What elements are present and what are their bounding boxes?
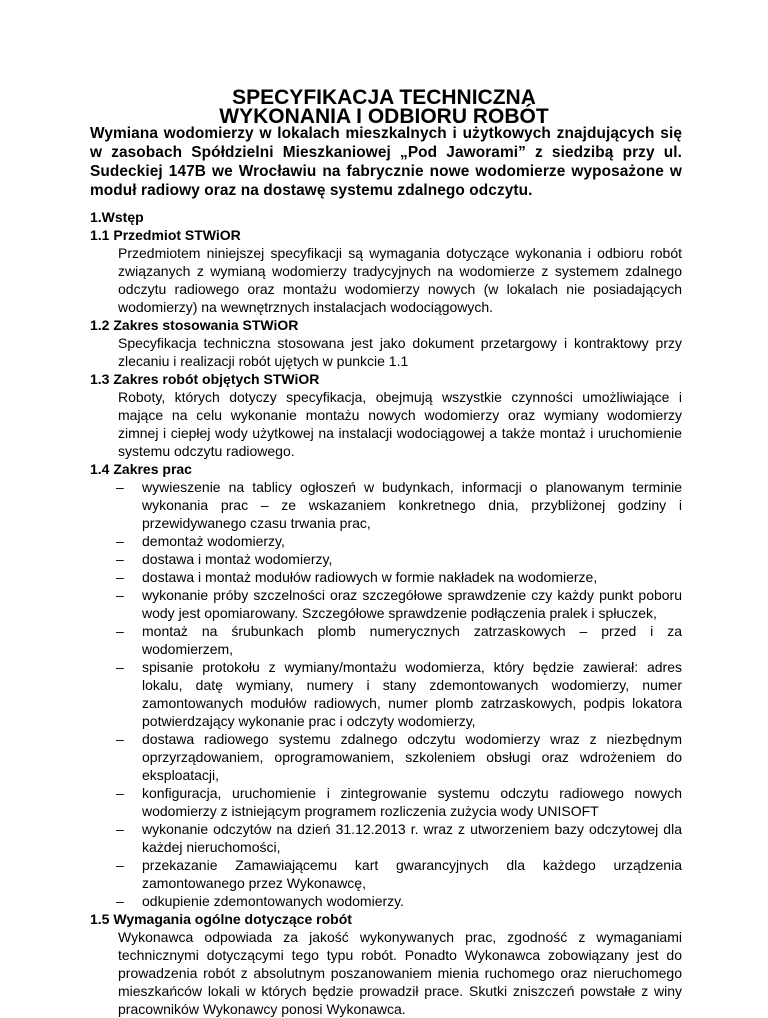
list-item [90, 856, 682, 892]
section-text-1-3: Roboty, których dotyczy specyfikacja, obejmują wszystkie czynności umożliwiające i mające na celu wykonanie montażu nowych wodomierzy oraz wymiany wodomierzy zimnej i ciepłej wody użytkowej na instalacji wodociągowej a także montaż i uruchomienie systemu odczytu radiowego. [118, 389, 682, 459]
section-heading-1-1: 1.1 Przedmiot STWiOR [90, 227, 241, 243]
list-item-text: demontaż wodomierzy, [142, 533, 285, 549]
dash-bullet: – [116, 569, 124, 585]
section-heading-1-3: 1.3 Zakres robót objętych STWiOR [90, 371, 320, 387]
dash-bullet: – [116, 893, 124, 909]
list-item [90, 586, 682, 622]
section-text-1-5: Wykonawca odpowiada za jakość wykonywanych prac, zgodność z wymaganiami technicznymi dotyczącymi tego typu robót. Ponadto Wykonawca zobowiązany jest do prowadzenia robót z absolutnym poszanowaniem mienia ruchomego oraz nieruchomego mieszkańców lokali w których będzie prowadził prace. Skutki zniszczeń powstałe z winy pracowników Wykonawcy ponosi Wykonawca. [118, 929, 682, 1017]
section-heading-1: 1.Wstęp [90, 209, 144, 225]
dash-bullet: – [116, 533, 124, 549]
dash-bullet: – [116, 551, 124, 567]
list-item [90, 730, 682, 784]
dash-bullet: – [116, 785, 124, 801]
section-heading-1-2: 1.2 Zakres stosowania STWiOR [90, 317, 299, 333]
dash-bullet: – [116, 821, 124, 837]
list-item [90, 532, 682, 550]
document-title-line1: SPECYFIKACJA TECHNICZNA [232, 86, 536, 109]
list-item [90, 892, 682, 910]
list-item [90, 550, 682, 568]
list-item-text: dostawa radiowego systemu zdalnego odczytu wodomierzy wraz z niezbędnym oprzyrządowaniem, oprogramowaniem, szkoleniem obsługi oraz wdrożeniem do eksploatacji, [142, 731, 682, 783]
dash-bullet: – [116, 731, 124, 747]
list-item-text: montaż na śrubunkach plomb numerycznych zatrzaskowych – przed i za wodomierzem, [142, 623, 682, 657]
list-item [90, 622, 682, 658]
dash-bullet: – [116, 623, 124, 639]
list-item-text: dostawa i montaż modułów radiowych w formie nakładek na wodomierze, [142, 569, 598, 585]
list-item [90, 478, 682, 532]
dash-bullet: – [116, 659, 124, 675]
list-item-text: konfiguracja, uruchomienie i zintegrowanie systemu odczytu radiowego nowych wodomierzy z istniejącym programem rozliczenia zużycia wody UNISOFT [142, 785, 682, 819]
scope-list [90, 478, 682, 910]
section-heading-1-4: 1.4 Zakres prac [90, 461, 192, 477]
section-text-1-1: Przedmiotem niniejszej specyfikacji są wymagania dotyczące wykonania i odbioru robót związanych z wymianą wodomierzy tradycyjnych na wodomierze z systemem zdalnego odczytu radiowego oraz montażu wodomierzy nowych (w lokalach nie posiadających wodomierzy) na wewnętrznych instalacjach wodociągowych. [118, 245, 682, 315]
intro-paragraph: Wymiana wodomierzy w lokalach mieszkalnych i użytkowych znajdujących się w zasobach Spółdzielni Mieszkaniowej „Pod Jaworami” z siedzibą przy ul. Sudeckiej 147B we Wrocławiu na fabrycznie nowe wodomierze wyposażone w moduł radiowy oraz na dostawę systemu zdalnego odczytu. [90, 125, 682, 199]
list-item [90, 658, 682, 730]
document-title-line2: WYKONANIA I ODBIORU ROBÓT [219, 105, 549, 128]
list-item-text: wywieszenie na tablicy ogłoszeń w budynkach, informacji o planowanym terminie wykonania prac – ze wskazaniem konkretnego dnia, przybliżonej godziny i przewidywanego czasu trwania prac, [142, 479, 682, 531]
list-item-text: spisanie protokołu z wymiany/montażu wodomierza, który będzie zawierał: adres lokalu, datę wymiany, numery i stany zdemontowanych wodomierzy, numer zamontowanych modułów radiowych, numer plomb zatrzaskowych, podpis lokatora potwierdzający wykonanie prac i odczyty wodomierzy, [142, 659, 682, 729]
dash-bullet: – [116, 857, 124, 873]
list-item-text: odkupienie zdemontowanych wodomierzy. [142, 893, 404, 909]
list-item-text: przekazanie Zamawiającemu kart gwarancyjnych dla każdego urządzenia zamontowanego przez Wykonawcę, [142, 857, 682, 891]
list-item [90, 568, 682, 586]
dash-bullet: – [116, 587, 124, 603]
list-item [90, 820, 682, 856]
document-body [90, 208, 682, 1018]
dash-bullet: – [116, 479, 124, 495]
list-item-text: dostawa i montaż wodomierzy, [142, 551, 333, 567]
list-item-text: wykonanie odczytów na dzień 31.12.2013 r. wraz z utworzeniem bazy odczytowej dla każdej nieruchomości, [142, 821, 682, 855]
section-text-1-2: Specyfikacja techniczna stosowana jest jako dokument przetargowy i kontraktowy przy zlecaniu i realizacji robót ujętych w punkcie 1.1 [118, 335, 682, 369]
section-heading-1-5: 1.5 Wymagania ogólne dotyczące robót [90, 911, 352, 927]
list-item [90, 784, 682, 820]
list-item-text: wykonanie próby szczelności oraz szczegółowe sprawdzenie czy każdy punkt poboru wody jest opomiarowany. Szczegółowe sprawdzenie podłączenia pralek i spłuczek, [142, 587, 682, 621]
